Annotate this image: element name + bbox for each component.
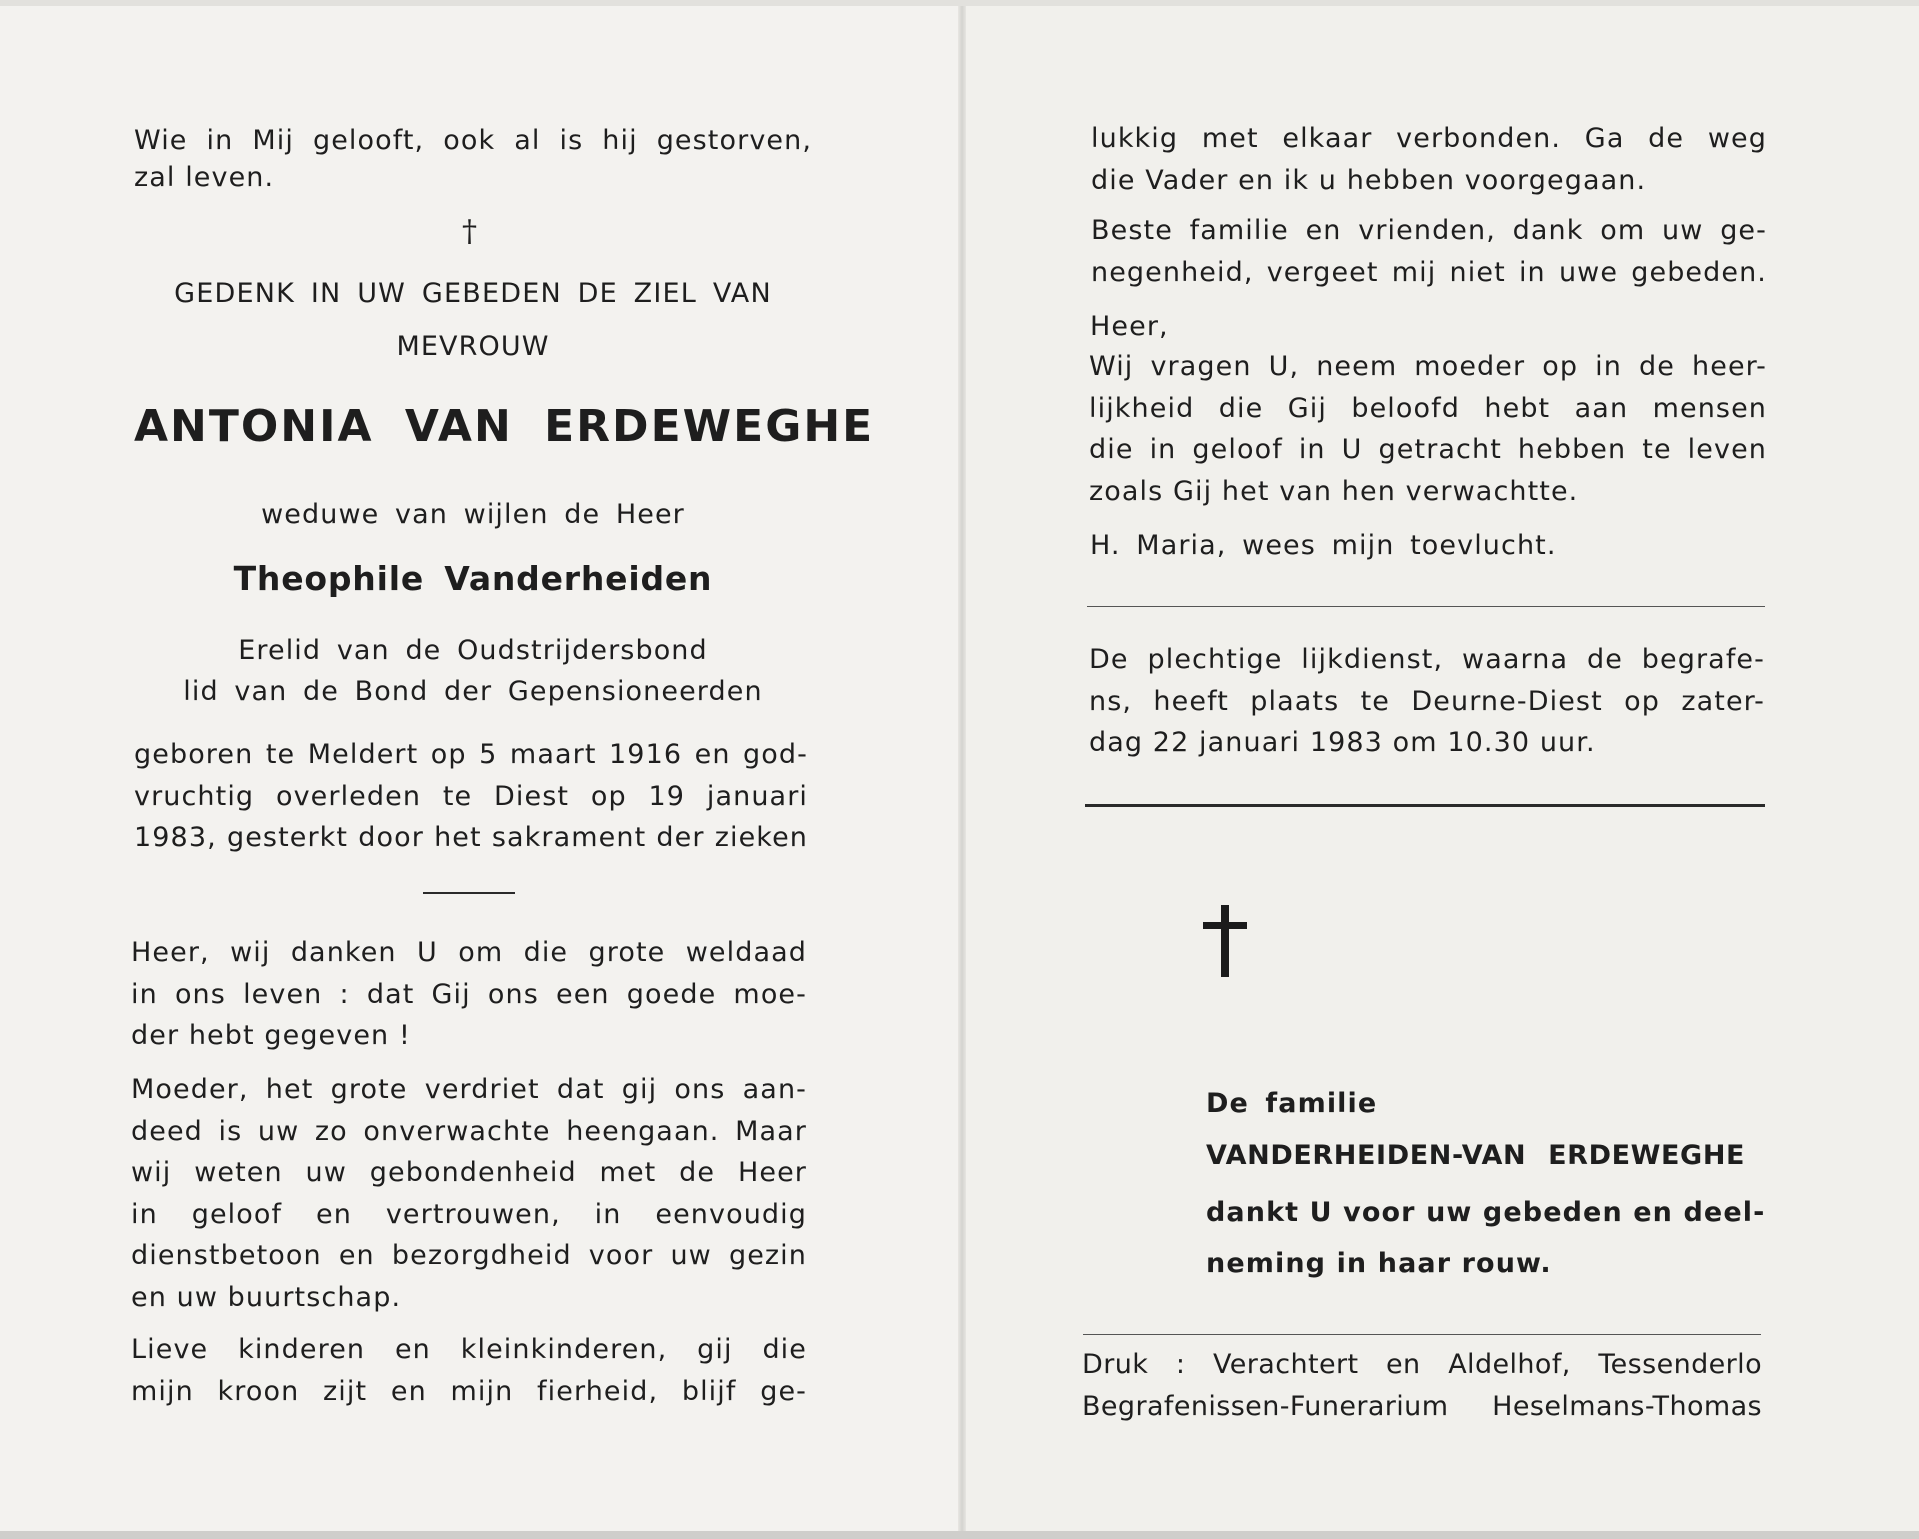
text-line: ns, heeft plaats te Deurne-Diest op zater- <box>1089 685 1765 717</box>
husband-name: Theophile Vanderheiden <box>233 559 713 598</box>
epigraph-line: zal leven. <box>134 161 275 193</box>
text-line: lijkheid die Gij beloofd hebt aan mensen <box>1089 392 1767 424</box>
prayer-line: in geloof en vertrouwen, in eenvoudig <box>131 1198 807 1230</box>
printer-info <box>1082 1344 1762 1427</box>
membership-line: Erelid van de Oudstrijdersbond <box>238 635 708 666</box>
prayer-line: wij weten uw gebondenheid met de Heer <box>131 1157 807 1188</box>
continuation-paragraph <box>1091 118 1767 201</box>
text-line: neming in haar rouw. <box>1206 1248 1552 1279</box>
printer-line: Druk : Verachtert en Aldelhof, Tessenderlo <box>1082 1349 1762 1380</box>
short-divider <box>423 892 515 894</box>
small-cross-icon: † <box>462 214 477 249</box>
text-line: dankt U voor uw gebeden en deel- <box>1206 1197 1766 1228</box>
epigraph <box>134 120 812 194</box>
life-line: 1983, gesterkt door het sakrament der zieken <box>134 822 808 853</box>
text-line: negenheid, vergeet mij niet in uwe gebeden. <box>1091 256 1767 288</box>
life-line: vruchtig overleden te Diest op 19 januari <box>134 780 808 812</box>
lord-address: Heer, <box>1090 311 1169 342</box>
prayer-line: deed is uw zo onverwachte heengaan. Maar <box>131 1115 807 1147</box>
text-line: die in geloof in U getracht hebben te leven <box>1089 434 1767 465</box>
honorific: MEVROUW <box>396 331 550 362</box>
family-label: De familie <box>1206 1088 1378 1119</box>
thin-divider <box>1087 606 1765 607</box>
deceased-name: ANTONIA VAN ERDEWEGHE <box>134 401 875 452</box>
remember-line: GEDENK IN UW GEBEDEN DE ZIEL VAN <box>174 278 772 309</box>
life-dates <box>134 734 808 859</box>
funeral-home-line: Begrafenissen-Funerarium Heselmans-Thomas <box>1082 1390 1762 1422</box>
card-top-edge <box>0 0 1919 6</box>
prayer-paragraph <box>131 1069 807 1318</box>
family-name: VANDERHEIDEN-VAN ERDEWEGHE <box>1206 1140 1746 1171</box>
widow-of-line: weduwe van wijlen de Heer <box>261 499 685 530</box>
text-line: Beste familie en vrienden, dank om uw ge- <box>1091 215 1767 246</box>
text-line: De plechtige lijkdienst, waarna de begrafe- <box>1089 644 1765 675</box>
thick-divider <box>1085 804 1765 807</box>
text-line: dag 22 januari 1983 om 10.30 uur. <box>1089 727 1596 758</box>
thanks-paragraph <box>1091 210 1767 293</box>
epigraph-line: Wie in Mij gelooft, ook al is hij gestorven, <box>134 125 812 156</box>
prayer-line: dienstbetoon en bezorgdheid voor uw gezin <box>131 1240 807 1271</box>
funeral-paragraph <box>1089 639 1765 764</box>
prayer-line: en uw buurtschap. <box>131 1281 402 1313</box>
text-line: zoals Gij het van hen verwachtte. <box>1089 475 1579 507</box>
plea-paragraph <box>1089 346 1767 512</box>
prayer-line: mijn kroon zijt en mijn fierheid, blijf ge- <box>131 1375 807 1407</box>
prayer-line: der hebt gegeven ! <box>131 1020 411 1051</box>
text-line: lukkig met elkaar verbonden. Ga de weg <box>1091 123 1767 154</box>
prayer-line: Lieve kinderen en kleinkinderen, gij die <box>131 1334 807 1365</box>
prayer-paragraph <box>131 1329 807 1412</box>
prayer-line: Heer, wij danken U om die grote weldaad <box>131 937 807 968</box>
prayer-paragraph <box>131 932 807 1057</box>
prayer-line: Moeder, het grote verdriet dat gij ons aan- <box>131 1074 807 1105</box>
card-bottom-edge <box>0 1531 1919 1539</box>
footer-divider <box>1083 1334 1761 1335</box>
card-fold <box>958 0 966 1539</box>
prayer-line: in ons leven : dat Gij ons een goede moe- <box>131 978 807 1010</box>
membership-line: lid van de Bond der Gepensioneerden <box>183 676 763 707</box>
maria-line: H. Maria, wees mijn toevlucht. <box>1090 530 1557 561</box>
family-message <box>1206 1187 1766 1289</box>
life-line: geboren te Meldert op 5 maart 1916 en god- <box>134 739 808 770</box>
large-cross-icon <box>1203 905 1247 977</box>
text-line: die Vader en ik u hebben voorgegaan. <box>1091 164 1647 196</box>
text-line: Wij vragen U, neem moeder op in de heer- <box>1089 351 1767 382</box>
